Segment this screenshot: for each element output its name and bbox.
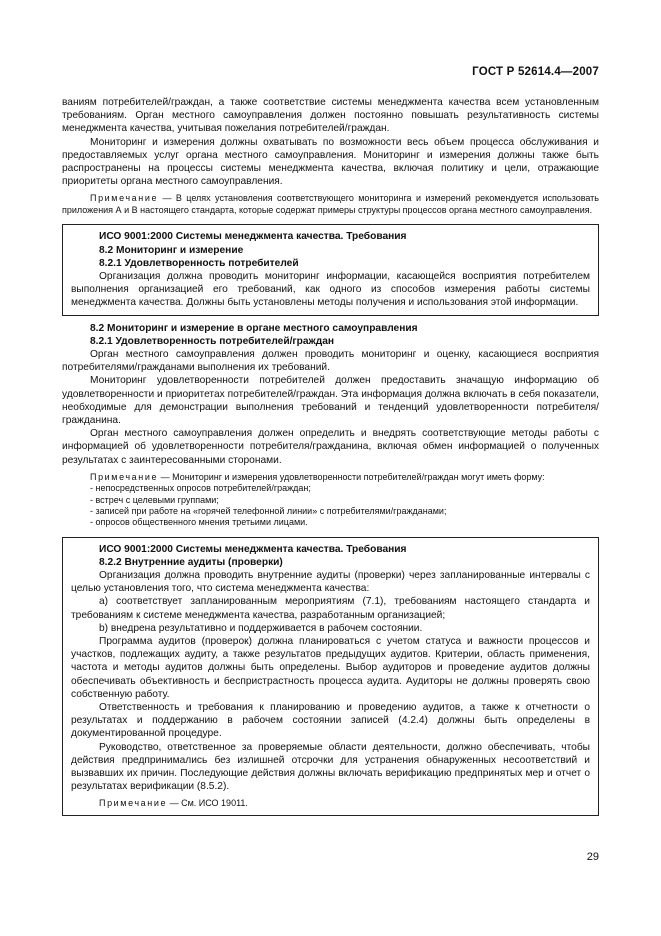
section-note — [62, 472, 599, 484]
box1-title: ИСО 9001:2000 Системы менеджмента качества. Требования — [99, 231, 407, 243]
intro-paragraph-2: Мониторинг и измерения должны охватывать по возможности весь объем процесса обслуживания и предоставляемых услуг органа местного самоуправления. Мониторинг и измерения должны также быть распространены на процессы системы менеджмента качества, включая политику и цели, отражающие приоритеты органа местного самоуправления. — [62, 136, 599, 188]
list-item: - встреч с целевыми группами; — [90, 494, 219, 505]
page-body — [62, 96, 599, 822]
document-header: ГОСТ Р 52614.4—2007 — [472, 66, 599, 78]
box1-heading-2: 8.2.1 Удовлетворенность потребителей — [99, 257, 299, 269]
list-item: - непосредственных опросов потребителей/граждан; — [90, 483, 311, 494]
note-text: — Мониторинг и измерения удовлетворенности потребителей/граждан могут иметь форму: — [158, 471, 545, 482]
note-list — [62, 483, 599, 528]
box2-paragraph-1: Организация должна проводить внутренние аудиты (проверки) через запланированные интервалы с целью установления того, что система менеджмента качества: — [71, 569, 590, 595]
box2-paragraph-4: Программа аудитов (проверок) должна планироваться с учетом статуса и важности процессов и участков, подлежащих аудиту, а также результатов предыдущих аудитов. Критерии, область применения, частота и методы аудитов должны быть определены. Выбор аудиторов и проведение аудитов должны обеспечивать объективность и беспристрастность процесса аудита. Аудиторы не должны проверять свою собственную работу. — [71, 635, 590, 700]
intro-note — [62, 193, 599, 216]
iso-quote-box-2 — [62, 537, 599, 816]
box2-paragraph-2: а) соответствует запланированным мероприятиям (7.1), требованиям настоящего стандарта и требованиям к системе менеджмента качества, разработанным организацией; — [71, 596, 590, 621]
intro-paragraph-1: ваниям потребителей/граждан, а также соответствие системы менеджмента качества всем установленным требованиям. Орган местного самоуправления должен постоянно повышать результативность системы менеджмента качества, учитывая пожелания потребителей/граждан. — [62, 97, 599, 135]
box2-paragraph-6: Руководство, ответственное за проверяемые области деятельности, должно обеспечивать, чтобы действия предпринимались без излишней отсрочки для устранения обнаруженных несоответствий и вызвавших их причин. Последующие действия должны включать верификацию предпринятых мер и отчет о результатах верификации (8.5.2). — [71, 741, 590, 793]
box1-heading-1: 8.2 Мониторинг и измерение — [99, 244, 244, 256]
section-paragraph-2: Мониторинг удовлетворенности потребителей должен предоставить значащую информацию об удовлетворенности и приоритетах потребителей/граждан. Эта информация должна включать в себя показатели, необходимые для демонстрации выполнения требований и тенденций удовлетворенности потребителя/гражданина. — [62, 375, 599, 427]
note-label: Примечание — [90, 471, 159, 482]
section-heading-2: 8.2.1 Удовлетворенность потребителей/граждан — [90, 335, 335, 347]
box1-paragraph-1: Организация должна проводить мониторинг информации, касающейся восприятия потребителем выполнения организацией его требований, как одного из способов измерения работы системы менеджмента качества. Должны быть установлены методы получения и использования этой информации. — [71, 271, 590, 309]
list-item: - опросов общественного мнения третьими лицами. — [90, 517, 308, 528]
box2-paragraph-3: b) внедрена результативно и поддерживается в рабочем состоянии. — [99, 622, 423, 634]
section-paragraph-1: Орган местного самоуправления должен проводить мониторинг и оценку, касающиеся восприятия потребителями/гражданами выполнения их требований. — [62, 349, 599, 374]
box2-note — [71, 798, 590, 810]
note-text: — В целях установления соответствующего мониторинга и измерений рекомендуется использовать приложения А и В настоящего стандарта, которые содержат примеры структуры процессов органа местного самоуправления. — [62, 193, 599, 215]
box2-heading-1: 8.2.2 Внутренние аудиты (проверки) — [99, 556, 283, 568]
box2-paragraph-5: Ответственность и требования к планированию и проведению аудитов, а также к отчетности о результатах и поддержанию в рабочем состоянии записей (4.2.4) должны быть определены в документированной процедуре. — [71, 702, 590, 740]
iso-quote-box-1 — [62, 224, 599, 315]
note-label: Примечание — [99, 798, 168, 809]
section-paragraph-3: Орган местного самоуправления должен определить и внедрять соответствующие методы работы с информацией об удовлетворенности потребителя/гражданина, включая обмен информацией о полученных результатах с заинтересованными сторонами. — [62, 428, 599, 466]
box2-title: ИСО 9001:2000 Системы менеджмента качества. Требования — [99, 543, 407, 555]
note-label: Примечание — [90, 193, 159, 204]
page-number: 29 — [586, 851, 599, 863]
note-text: — См. ИСО 19011. — [167, 798, 248, 809]
section-heading-1: 8.2 Мониторинг и измерение в органе местного самоуправления — [90, 322, 418, 334]
list-item: - записей при работе на «горячей телефонной линии» с потребителями/гражданами; — [90, 505, 447, 516]
